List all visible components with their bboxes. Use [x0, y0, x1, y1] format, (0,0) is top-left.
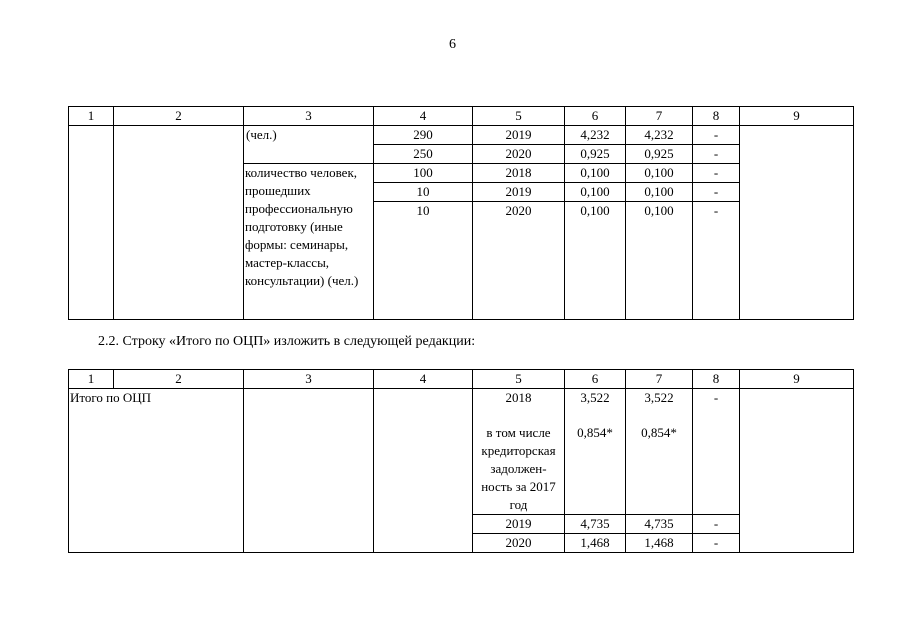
table-header-row — [69, 370, 854, 389]
column-header: 3 — [244, 370, 374, 389]
amount-cell: 0,100 — [565, 164, 626, 183]
amount-cell: 0,925 — [626, 145, 693, 164]
amount-cell: 0,925 — [565, 145, 626, 164]
cell-col4 — [374, 389, 473, 553]
amount-note: 0,854* — [641, 425, 677, 440]
dash-cell: - — [693, 515, 740, 534]
value-cell: 100 — [374, 164, 473, 183]
amount-cell — [626, 389, 693, 515]
column-header: 9 — [740, 370, 854, 389]
value-cell: 10 — [374, 183, 473, 202]
year-cell: 2020 — [473, 534, 565, 553]
note-text: в том числе кредиторская задолжен-ность за 2017 год — [481, 425, 556, 512]
value-cell: 290 — [374, 126, 473, 145]
amount-cell: 0,100 — [626, 202, 693, 320]
indicator-cell: количество человек, прошедших профессиональную подготовку (иные формы: семинары, мастер-классы, консультации) (чел.) — [244, 164, 374, 320]
amount-cell: 4,735 — [565, 515, 626, 534]
cell-col2 — [114, 126, 244, 320]
spacer — [628, 407, 690, 424]
year-cell: 2020 — [473, 202, 565, 320]
column-header: 9 — [740, 107, 854, 126]
section-heading: 2.2. Строку «Итого по ОЦП» изложить в следующей редакции: — [98, 334, 476, 349]
dash-cell: - — [693, 145, 740, 164]
column-header: 6 — [565, 370, 626, 389]
amount-cell: 4,735 — [626, 515, 693, 534]
amount-cell: 1,468 — [565, 534, 626, 553]
amount-cell: 0,100 — [565, 202, 626, 320]
amount-text: 3,522 — [580, 390, 610, 405]
year-cell: 2020 — [473, 145, 565, 164]
amount-cell: 0,100 — [626, 164, 693, 183]
amount-cell: 0,100 — [626, 183, 693, 202]
table-header-row — [69, 107, 854, 126]
dash-cell: - — [693, 202, 740, 320]
table-continuation — [68, 106, 854, 320]
table-row — [69, 126, 854, 145]
table-row — [69, 389, 854, 515]
amount-note: 0,854* — [577, 425, 613, 440]
indicator-cell: (чел.) — [244, 126, 374, 164]
cell-col1 — [69, 126, 114, 320]
year-cell: 2019 — [473, 126, 565, 145]
year-text: 2018 — [505, 390, 532, 405]
amount-cell: 0,100 — [565, 183, 626, 202]
year-cell — [473, 389, 565, 515]
table-total — [68, 369, 854, 553]
spacer — [567, 407, 623, 424]
column-header: 1 — [69, 107, 114, 126]
dash-cell: - — [693, 534, 740, 553]
amount-cell: 4,232 — [565, 126, 626, 145]
cell-col9 — [740, 389, 854, 553]
dash-cell: - — [693, 183, 740, 202]
column-header: 4 — [374, 107, 473, 126]
year-cell: 2019 — [473, 183, 565, 202]
dash-cell: - — [693, 389, 740, 515]
amount-cell: 4,232 — [626, 126, 693, 145]
amount-text: 3,522 — [644, 390, 674, 405]
column-header: 4 — [374, 370, 473, 389]
total-label: Итого по ОЦП — [69, 389, 244, 553]
amount-cell — [565, 389, 626, 515]
year-cell: 2018 — [473, 164, 565, 183]
column-header: 8 — [693, 107, 740, 126]
column-header: 2 — [114, 107, 244, 126]
dash-cell: - — [693, 164, 740, 183]
amount-cell: 1,468 — [626, 534, 693, 553]
spacer — [475, 407, 562, 424]
column-header: 7 — [626, 370, 693, 389]
column-header: 2 — [114, 370, 244, 389]
column-header: 7 — [626, 107, 693, 126]
value-cell: 10 — [374, 202, 473, 320]
column-header: 5 — [473, 370, 565, 389]
cell-col3 — [244, 389, 374, 553]
page-number: 6 — [449, 37, 456, 52]
cell-col9 — [740, 126, 854, 320]
dash-cell: - — [693, 126, 740, 145]
column-header: 5 — [473, 107, 565, 126]
column-header: 6 — [565, 107, 626, 126]
column-header: 3 — [244, 107, 374, 126]
column-header: 8 — [693, 370, 740, 389]
value-cell: 250 — [374, 145, 473, 164]
column-header: 1 — [69, 370, 114, 389]
year-cell: 2019 — [473, 515, 565, 534]
